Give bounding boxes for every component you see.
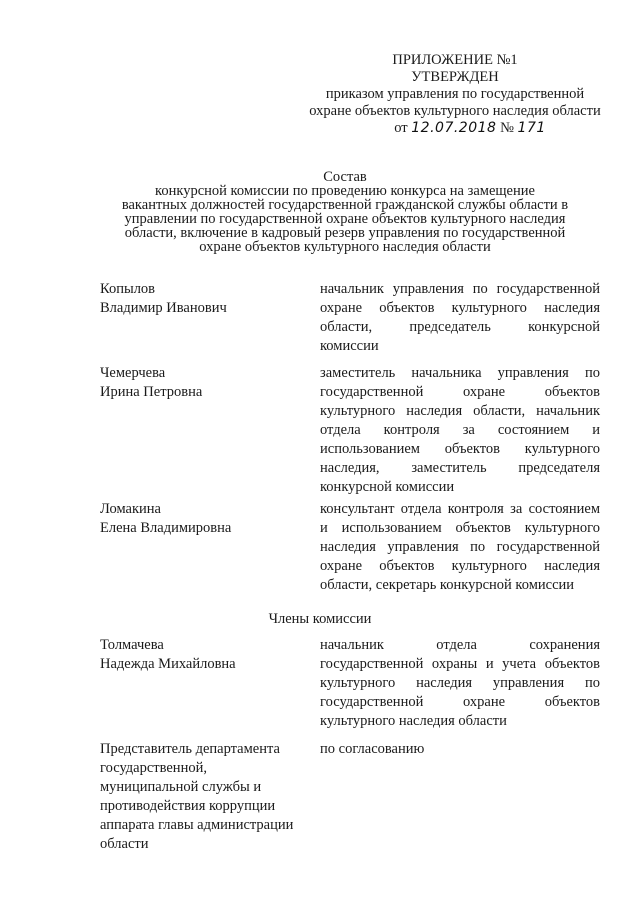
member-given-names: Елена Владимировна [100,520,232,536]
appendix-block [300,52,610,137]
representative-line: Представитель департамента [100,741,280,757]
position-line: государственной охране объектов [320,384,600,400]
representative-name [100,740,310,854]
title-line-5: области, включение в кадровый резерв управления по государственной [124,225,566,241]
position-line: охране объектов культурного наследия [320,558,600,574]
title-line-2: конкурсной комиссии по проведению конкурса на замещение [155,183,535,199]
position-line: использованием объектов культурного [320,441,600,457]
member-given-names: Надежда Михайловна [100,656,236,672]
member-position [320,500,600,595]
position-line: конкурсной комиссии [320,479,455,495]
member-given-names: Ирина Петровна [100,384,203,400]
title-line-6: охране объектов культурного наследия области [199,239,491,255]
title-line-4: управлении по государственной охране объектов культурного наследия [124,211,566,227]
representative-line: области [100,836,149,852]
member-name [100,280,310,318]
position-line: заместитель начальника управления по [320,365,600,381]
member-given-names: Владимир Иванович [100,300,227,316]
document-title [110,170,580,254]
handwritten-number: 171 [517,120,546,136]
member-surname: Толмачева [100,637,164,653]
appendix-label: ПРИЛОЖЕНИЕ №1 [392,52,518,68]
member-position [320,636,600,731]
member-surname: Копылов [100,281,156,297]
number-prefix: № [500,120,514,136]
representative-line: противодействия коррупции [100,798,276,814]
position-line: по согласованию [320,741,425,757]
date-prefix: от [394,120,408,136]
order-date-line [300,120,610,137]
position-line: начальник управления по государственной [320,281,600,297]
member-name [100,636,310,674]
position-line: государственной охране объектов [320,694,600,710]
position-line: наследия управления по государственной [320,539,600,555]
title-line-1: Состав [323,169,367,185]
position-line: и использованием объектов культурного [320,520,600,536]
position-line: начальник отдела сохранения [320,637,600,653]
title-line-3: вакантных должностей государственной гражданской службы области в [121,197,569,213]
position-line: наследия, заместитель председателя [320,460,600,476]
position-line: консультант отдела контроля за состоянием [320,501,600,517]
member-position [320,280,600,356]
approved-label: УТВЕРЖДЕН [411,69,499,85]
members-heading: Члены комиссии [268,611,372,627]
position-line: комиссии [320,338,379,354]
position-line: области, председатель конкурсной [320,319,600,335]
position-line: государственной охраны и учета объектов [320,656,600,672]
order-line-1: приказом управления по государственной [325,86,585,102]
representative-line: аппарата главы администрации [100,817,294,833]
representative-line: государственной, [100,760,207,776]
member-position [320,364,600,497]
representative-position [320,740,600,759]
position-line: охране объектов культурного наследия [320,300,600,316]
position-line: отдела контроля за состоянием и [320,422,600,438]
order-line-2: охране объектов культурного наследия области [309,103,601,119]
member-surname: Чемерчева [100,365,166,381]
representative-line: муниципальной службы и [100,779,262,795]
member-name [100,364,310,402]
position-line: культурного наследия области [320,713,507,729]
position-line: культурного наследия управления по [320,675,600,691]
position-line: области, секретарь конкурсной комиссии [320,577,575,593]
member-name [100,500,310,538]
handwritten-date: 12.07.2018 [411,120,497,136]
position-line: культурного наследия области, начальник [320,403,600,419]
member-surname: Ломакина [100,501,161,517]
